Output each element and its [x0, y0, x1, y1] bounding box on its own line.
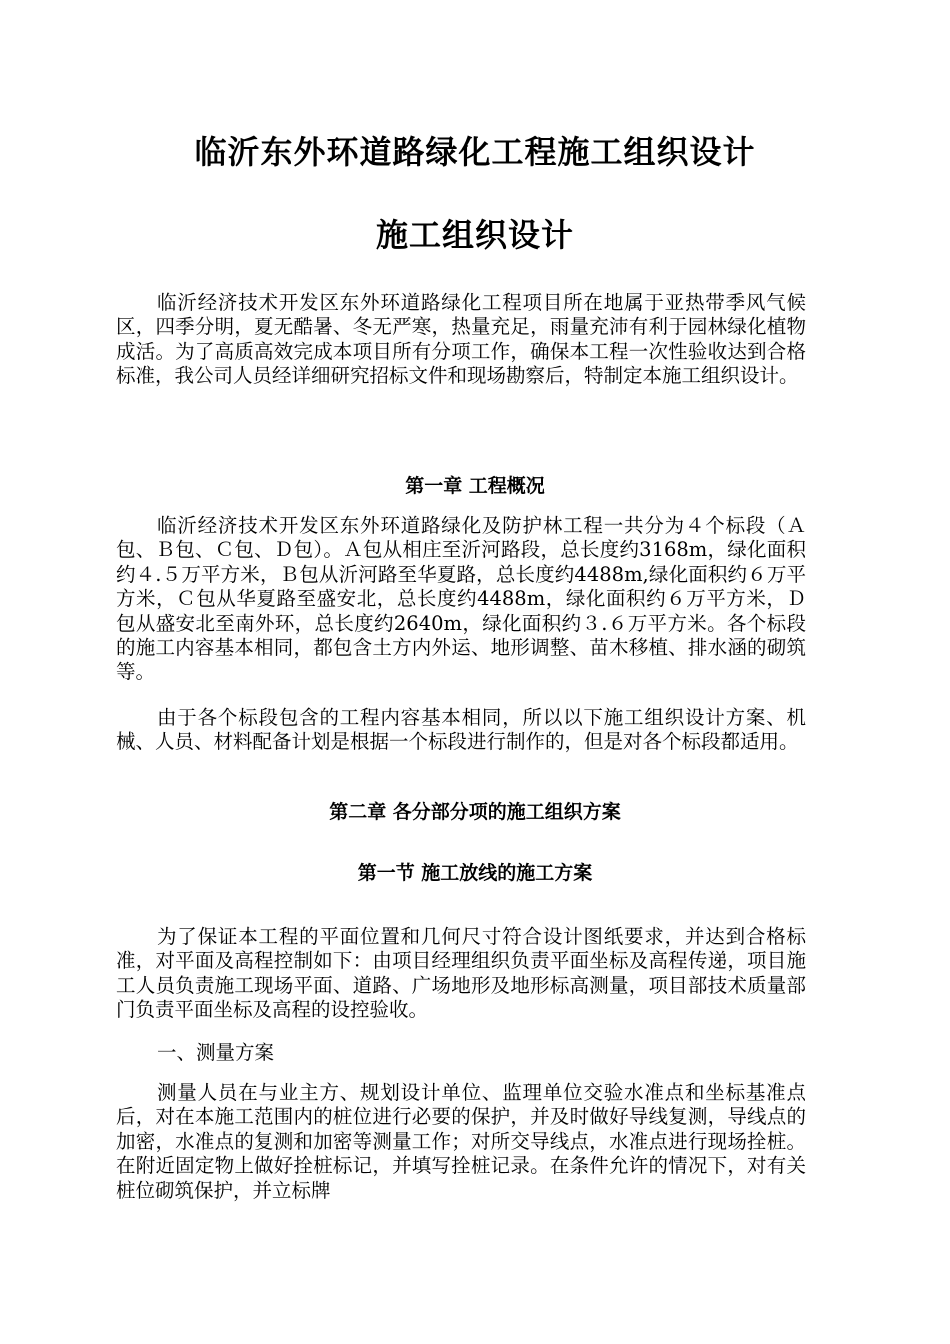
section-1-heading: 第一节 施工放线的施工方案	[357, 862, 593, 884]
survey-plan-heading: 一、测量方案	[157, 1041, 275, 1064]
document-subtitle: 施工组织设计	[375, 216, 574, 254]
section-1-intro-paragraph: 为了保证本工程的平面位置和几何尺寸符合设计图纸要求，并达到合格标准，对平面及高程控制如下：由项目经理组织负责平面坐标及高程传递，项目施工人员负责施工现场平面、道路、广场地形及地形标高测量，项目部技术质量部门负责平面坐标及高程的设控验收。	[116, 925, 806, 1022]
chapter-1-paragraph-1: 临沂经济技术开发区东外环道路绿化及防护林工程一共分为４个标段（Ａ包、Ｂ包、Ｃ包、Ｄ包）。Ａ包从相庄至沂河路段，总长度约3168m，绿化面积约４.５万平方米，Ｂ包从沂河路至华夏路，总长度约4488m,绿化面积约６万平方米，Ｃ包从华夏路至盛安北，总长度约4488m，绿化面积约６万平方米，Ｄ包从盛安北至南外环，总长度约2640m，绿化面积约３.６万平方米。各个标段的施工内容基本相同，都包含土方内外运、地形调整、苗木移植、排水涵的砌筑等。	[116, 514, 806, 684]
intro-paragraph: 临沂经济技术开发区东外环道路绿化工程项目所在地属于亚热带季风气候区，四季分明，夏无酷暑、冬无严寒，热量充足，雨量充沛有利于园林绿化植物成活。为了高质高效完成本项目所有分项工作，确保本工程一次性验收达到合格标准，我公司人员经详细研究招标文件和现场勘察后，特制定本施工组织设计。	[116, 291, 806, 388]
survey-plan-paragraph: 测量人员在与业主方、规划设计单位、监理单位交验水准点和坐标基准点后，对在本施工范围内的桩位进行必要的保护，并及时做好导线复测，导线点的加密，水准点的复测和加密等测量工作；对所交导线点，水准点进行现场拴桩。在附近固定物上做好拴桩标记，并填写拴桩记录。在条件允许的情况下，对有关桩位砌筑保护，并立标牌	[116, 1081, 806, 1202]
chapter-1-paragraph-2: 由于各个标段包含的工程内容基本相同，所以以下施工组织设计方案、机械、人员、材料配备计划是根据一个标段进行制作的，但是对各个标段都适用。	[116, 706, 806, 754]
chapter-1-heading: 第一章 工程概况	[405, 475, 545, 497]
chapter-2-heading: 第二章 各分部分项的施工组织方案	[329, 801, 621, 823]
document-title: 临沂东外环道路绿化工程施工组织设计	[194, 133, 756, 171]
